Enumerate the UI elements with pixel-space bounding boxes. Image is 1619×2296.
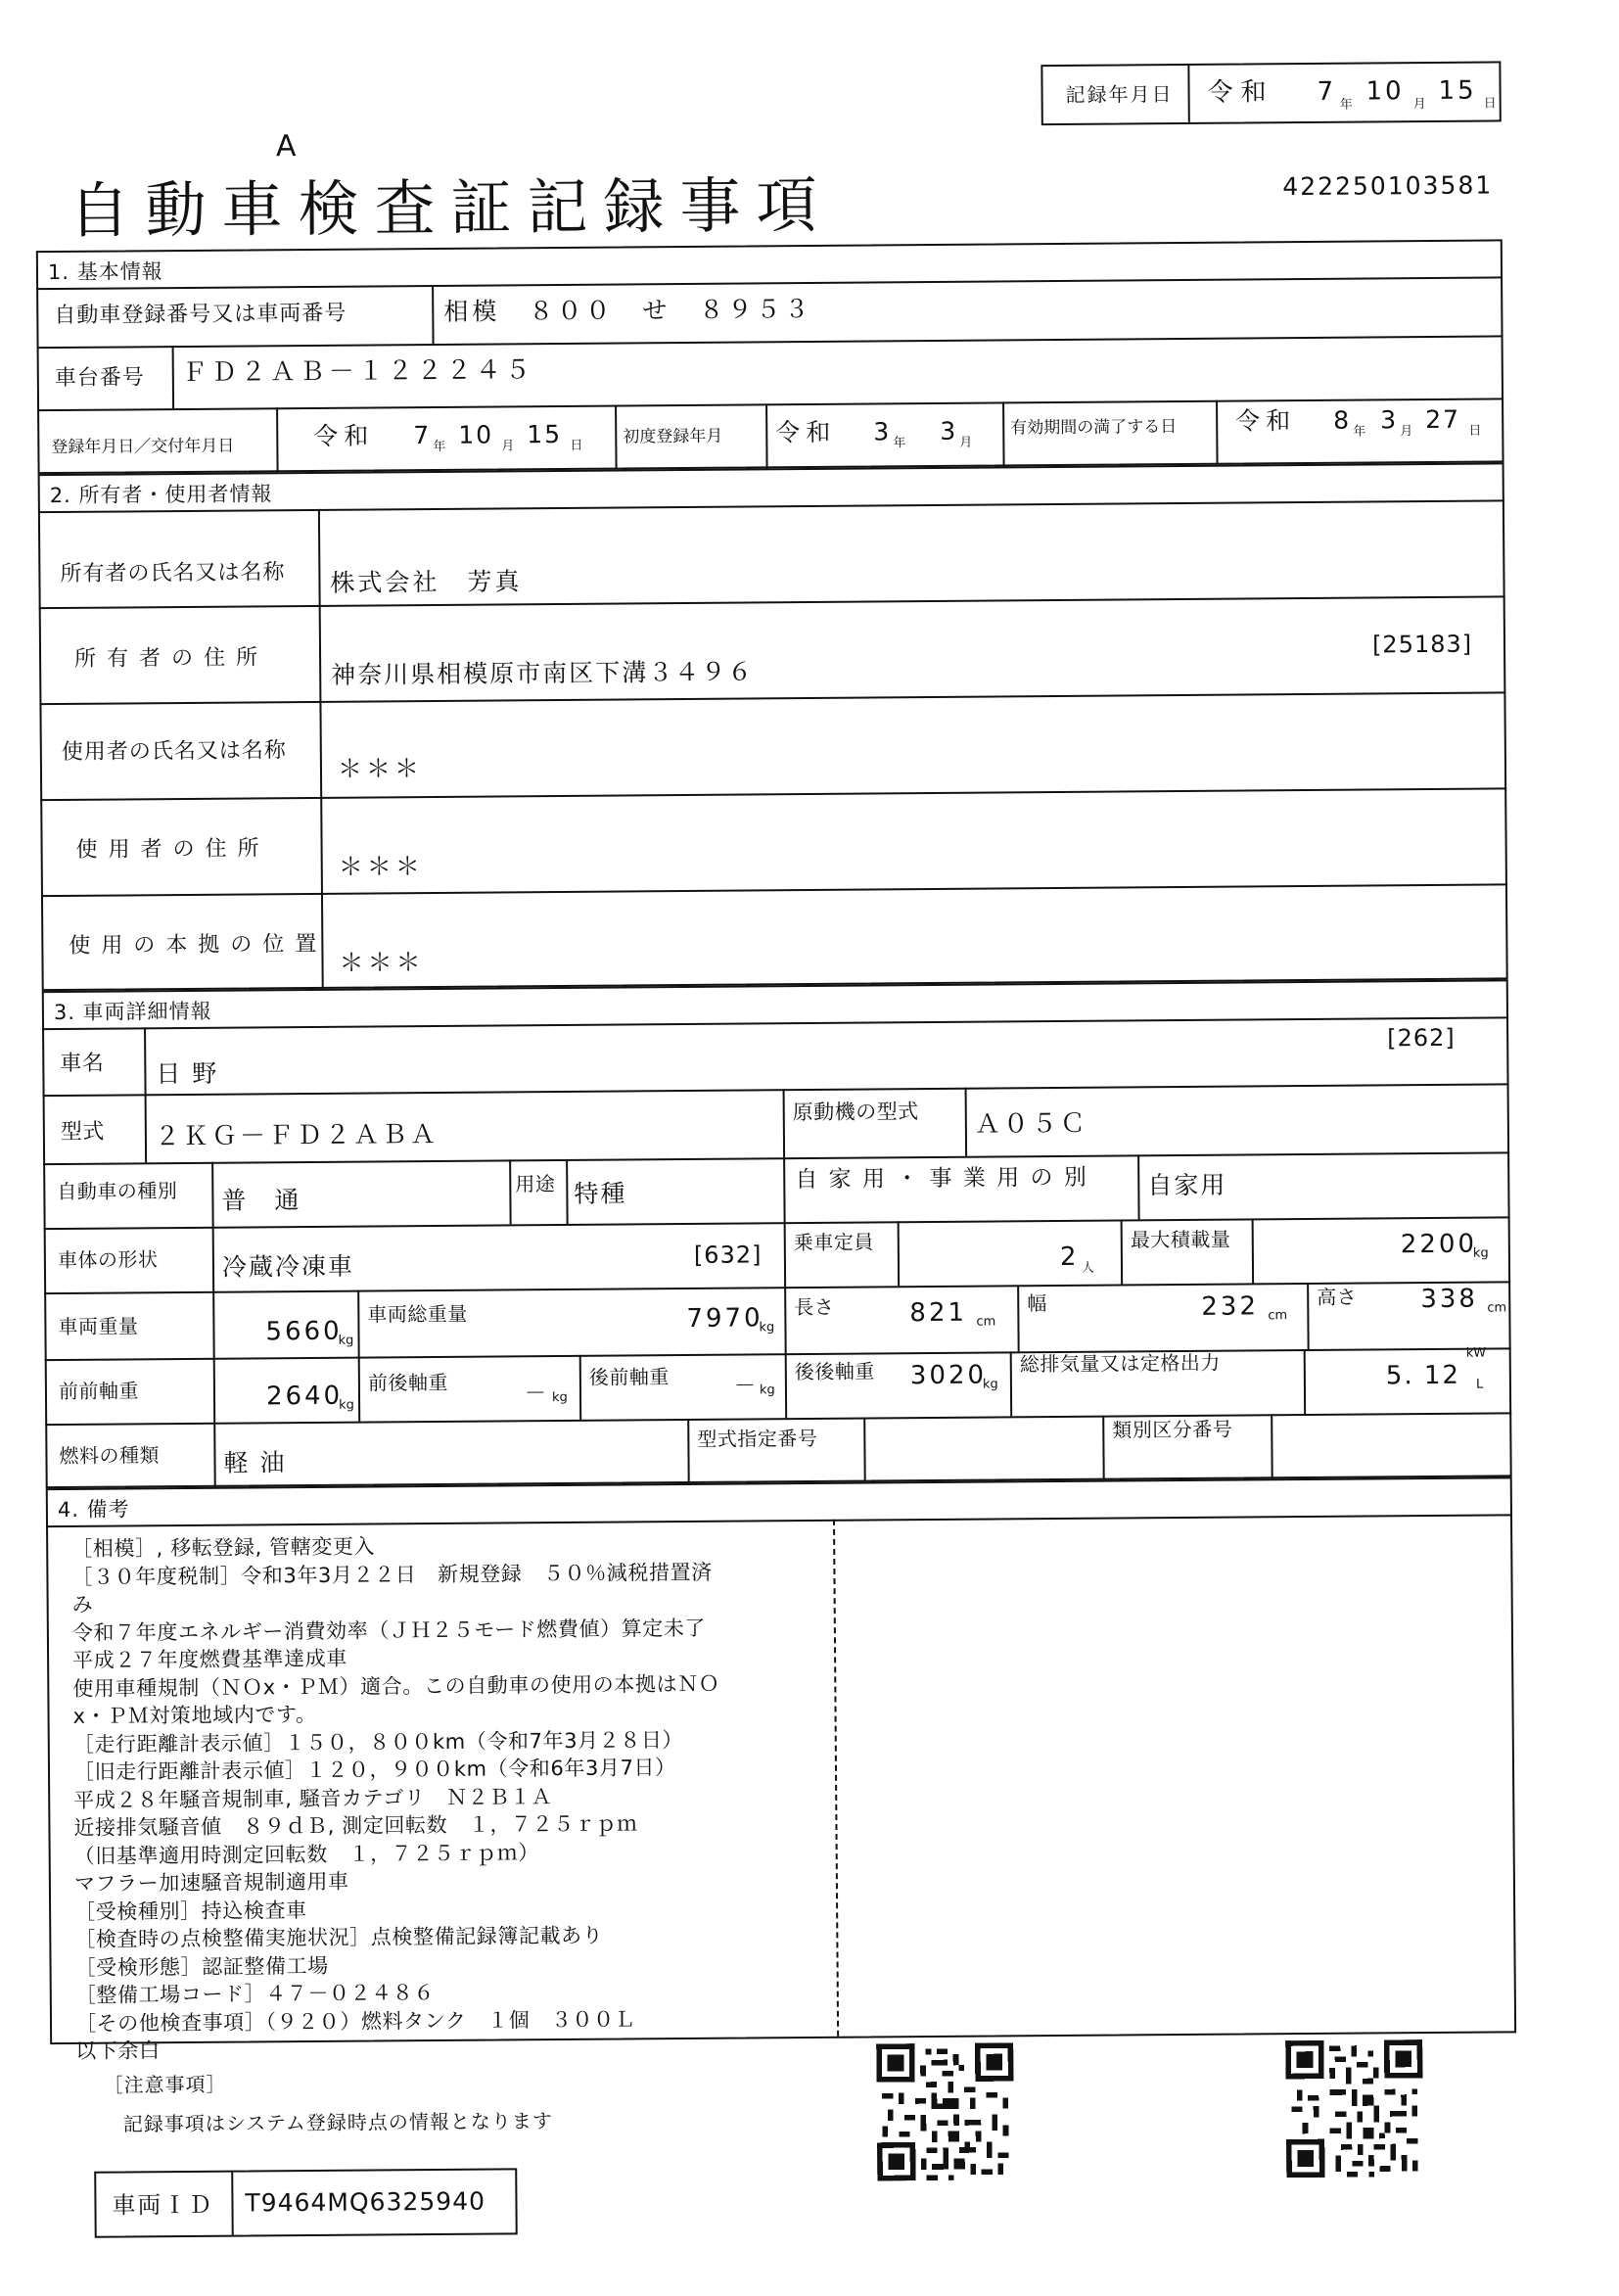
fuel-value: 軽 油 [223,1448,287,1477]
chassis-label: 車台番号 [54,365,145,392]
height-unit: cm [1487,1300,1507,1316]
section2-frame [38,462,1508,991]
plate-label: 自動車登録番号又は車両番号 [54,301,347,329]
notice-heading: ［注意事項］ [103,2072,227,2097]
first-reg-label: 初度登録年月 [623,426,723,447]
owner-address-code: [25183] [1371,630,1473,659]
length-unit: cm [976,1314,996,1330]
brand-label: 車名 [60,1051,105,1077]
brand-code: [262] [1387,1023,1456,1053]
corner-letter: A [275,129,297,164]
axle-ff-value: 2640 [265,1381,344,1412]
weight-unit: kg [338,1333,354,1348]
record-date-year: 7 [1317,76,1337,107]
notice-text: 記録事項はシステム登録時点の情報となります [122,2109,553,2136]
axle-fr-value: － [524,1382,547,1407]
vehicle-id-label: 車両ＩＤ [112,2190,214,2220]
height-value: 338 [1420,1284,1479,1315]
axle-rf-label: 後前軸重 [588,1365,670,1389]
max-load-value: 2200 [1400,1229,1478,1260]
section2-heading: 2. 所有者・使用者情報 [49,482,273,508]
gross-weight-unit: kg [759,1320,775,1335]
record-date-day: 15 [1438,75,1477,106]
user-address-label: 使 用 者 の 住 所 [75,836,261,863]
expiry-era: 令和 [1235,406,1297,436]
axle-rr-label: 後後軸重 [794,1359,875,1384]
reg-date-era: 令和 [313,421,375,450]
body-shape-label: 車体の形状 [57,1247,159,1273]
body-shape-value: 冷蔵冷凍車 [221,1251,355,1282]
record-date-month-unit: 月 [1412,97,1426,113]
expiry-month: 3 [1380,405,1399,435]
user-name-label: 使用者の氏名又は名称 [61,738,287,765]
axle-rr-value: 3020 [909,1360,988,1391]
plate-value: 相模 ８００ せ ８９５３ [443,294,813,326]
owner-address-label: 所 有 者 の 住 所 [73,645,260,672]
record-date-month: 10 [1365,76,1405,107]
owner-name-value: 株式会社 芳真 [330,567,523,597]
section1-heading: 1. 基本情報 [47,259,163,285]
owner-name-label: 所有者の氏名又は名称 [60,560,286,586]
owner-address-value: 神奈川県相模原市南区下溝３４９６ [331,657,755,689]
axle-ff-unit: kg [339,1397,354,1413]
remarks-text [71,1529,829,2066]
private-business-label: 自 家 用 ・ 事 業 用 の 別 [795,1164,1088,1194]
reg-date-label: 登録年月日／交付年月日 [51,436,235,458]
expiry-year-unit: 年 [1353,424,1366,440]
first-reg-month: 3 [940,416,958,445]
displacement-unit-kw: kW [1465,1345,1487,1361]
axle-rf-value: － [733,1374,757,1399]
first-reg-month-unit: 月 [959,435,973,450]
capacity-label: 乗車定員 [793,1230,874,1255]
document-number: 422250103581 [1282,170,1494,202]
weight-label: 車両重量 [58,1314,139,1339]
record-date-day-unit: 日 [1483,96,1497,112]
body-shape-code: [632] [693,1241,763,1269]
reg-date-year-unit: 年 [433,439,446,454]
first-reg-year: 3 [873,417,892,446]
width-unit: cm [1268,1308,1288,1324]
usage-label: 用途 [515,1172,556,1196]
category-number-label: 類別区分番号 [1112,1417,1233,1442]
expiry-month-unit: 月 [1400,424,1413,440]
private-business-value: 自家用 [1147,1170,1227,1200]
max-load-label: 最大積載量 [1130,1227,1231,1252]
section3-heading: 3. 車両詳細情報 [53,999,212,1025]
axle-rf-unit: kg [759,1382,775,1398]
vehicle-id-box [94,2168,518,2237]
usage-value: 特種 [574,1179,627,1208]
reg-date-year: 7 [413,421,432,450]
reg-date-day: 15 [527,419,563,449]
type-designation-label: 型式指定番号 [697,1426,818,1451]
base-location-value: ＊＊＊ [339,948,425,977]
reg-date-day-unit: 日 [570,438,583,453]
fuel-label: 燃料の種類 [59,1443,161,1469]
length-label: 長さ [794,1294,835,1320]
engine-model-label: 原動機の型式 [792,1100,919,1125]
axle-fr-label: 前後軸重 [367,1370,448,1395]
width-value: 232 [1201,1291,1260,1322]
displacement-value: 5. 12 [1385,1360,1461,1391]
qr-code-right [1285,2039,1423,2178]
section4-heading: 4. 備考 [57,1497,130,1523]
axle-fr-unit: kg [551,1389,568,1406]
brand-value: 日 野 [156,1058,219,1089]
reg-date-month: 10 [458,420,494,449]
capacity-value: 2 [1059,1242,1080,1272]
record-date-era: 令和 [1207,77,1274,108]
axle-rr-unit: kg [982,1377,998,1392]
height-label: 高さ [1317,1285,1358,1309]
gross-weight-label: 車両総重量 [367,1301,468,1327]
vehicle-id-value: T9464MQ6325940 [245,2186,486,2218]
record-date-box [1041,61,1501,125]
page-title: 自動車検査証記録事項 [69,168,833,247]
displacement-label: 総排気量又は定格出力 [1019,1350,1221,1377]
expiry-year: 8 [1333,405,1352,435]
gross-weight-value: 7970 [686,1303,763,1334]
first-reg-year-unit: 年 [893,436,906,451]
record-date-label: 記録年月日 [1065,82,1174,107]
vehicle-type-label: 自動車の種別 [57,1179,178,1204]
first-reg-era: 令和 [775,417,837,447]
section3-frame [42,979,1512,1488]
reg-date-month-unit: 月 [501,439,515,454]
qr-code-left [876,2042,1014,2180]
width-label: 幅 [1027,1291,1047,1316]
base-location-label: 使 用 の 本 拠 の 位 置 [69,931,319,959]
engine-model-value: Ａ０５Ｃ [974,1108,1088,1140]
user-address-value: ＊＊＊ [338,852,424,881]
record-date-year-unit: 年 [1339,97,1353,113]
length-value: 821 [909,1297,968,1329]
axle-ff-label: 前前軸重 [58,1379,140,1404]
max-load-unit: kg [1472,1245,1489,1261]
expiry-day: 27 [1425,404,1461,435]
vehicle-type-value: 普 通 [221,1186,301,1215]
model-value: ２ＫＧ－ＦＤ２ＡＢＡ [154,1119,439,1152]
expiry-label: 有効期間の満了する日 [1010,417,1178,439]
chassis-value: ＦＤ２ＡＢ－１２２２４５ [181,355,534,389]
section1-frame [36,239,1504,474]
expiry-day-unit: 日 [1468,423,1482,439]
remarks-lines: ［相模］, 移転登録, 管轄変更入 ［３０年度税制］令和3年3月２２日 新規登録 ５０％減税措置済 み 令和７年度エネルギー消費効率（ＪＨ２５モード燃費値）算定未了 平成２７年度燃費基準達成車 使用車種規制（ＮＯx・ＰＭ）適合。この自動車の使用の本拠はＮＯ x・ＰＭ対策地域内です。 ［走行距離計表示値］１５０，８００km（令和7年3月２８日） ［旧走行距離計表示値］１２０，９００km（令和6年3月7日） 平成２８年騒音規制車, 騒音カテゴリ Ｎ２Ｂ１Ａ 近接排気騒音値 ８９ｄＢ, 測定回転数 １，７２５ｒｐｍ （旧基準適用時測定回転数 １，７２５ｒｐｍ） マフラー加速騒音規制適用車 ［受検種別］持込検査車 ［検査時の点検整備実施状況］点検整備記録簿記載あり ［受検形態］認証整備工場 ［整備工場コード］４７－０２４８６ ［その他検査事項］（９２０）燃料タンク １個 ３００Ｌ 以下余白 [71,1534,720,2063]
displacement-unit: L [1475,1377,1484,1392]
weight-value: 5660 [265,1316,343,1347]
capacity-unit: 人 [1081,1260,1095,1276]
user-name-value: ＊＊＊ [337,754,424,783]
model-label: 型式 [60,1119,105,1146]
